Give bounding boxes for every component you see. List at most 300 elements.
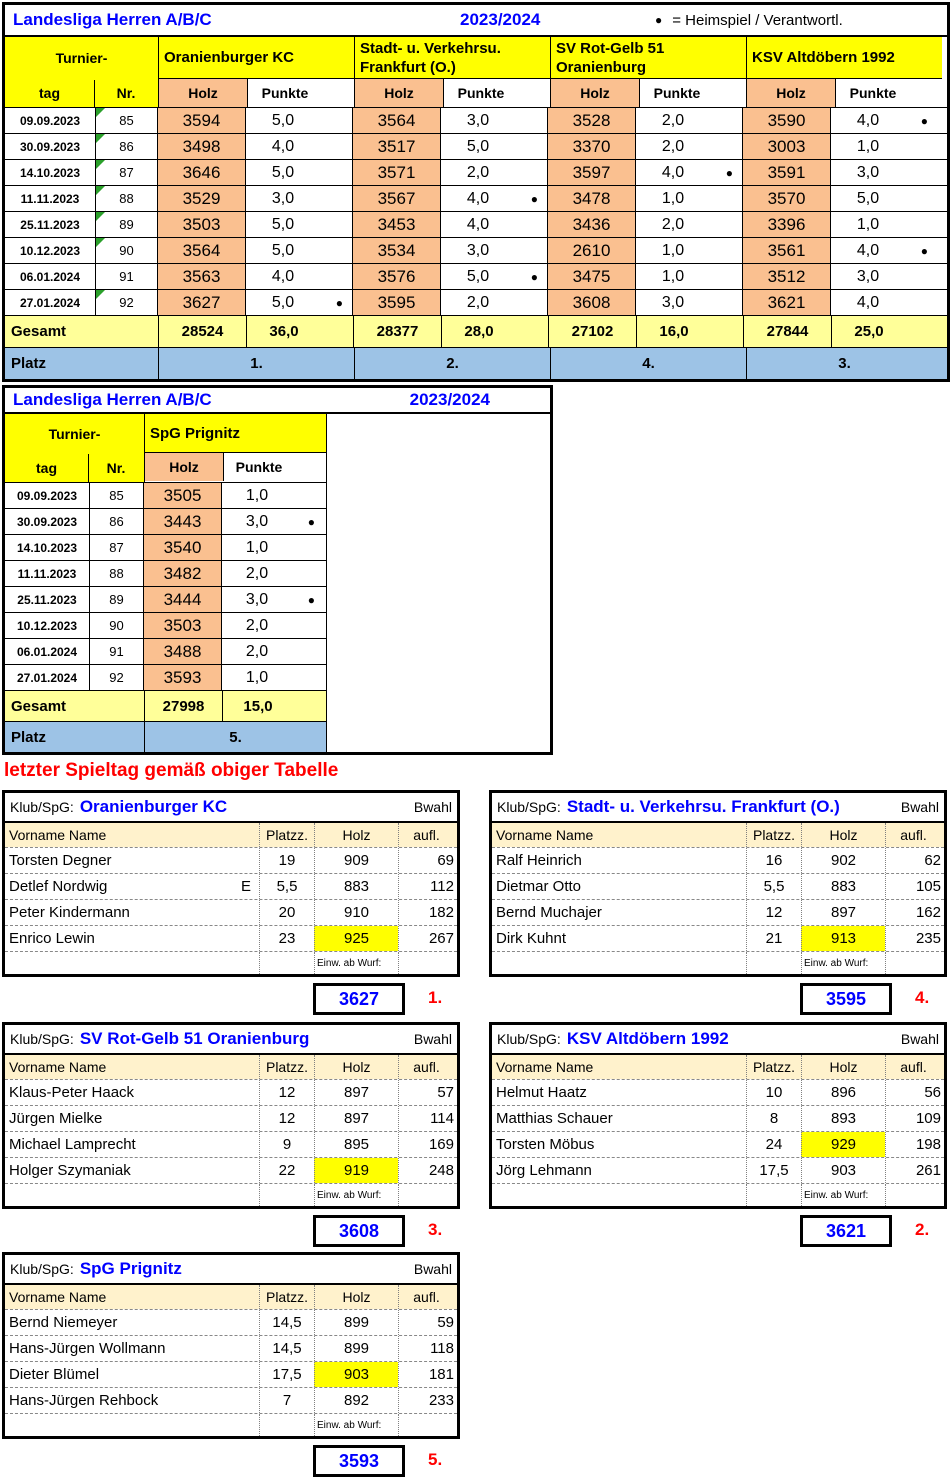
nr-cell: 91 xyxy=(95,264,157,289)
league-standings-table xyxy=(2,2,950,382)
punkte-value: 3,0 xyxy=(245,590,269,608)
holz-cell: 3561 xyxy=(742,238,830,263)
player-row xyxy=(492,1131,944,1157)
punkte-header: Punkte xyxy=(639,79,746,107)
nr-cell: 92 xyxy=(89,665,143,690)
punkte-value: 1,0 xyxy=(856,137,880,155)
player-aufl: 162 xyxy=(885,900,944,925)
date-cell: 10.12.2023 xyxy=(19,243,81,258)
punkte-cell xyxy=(830,134,937,159)
punkte-cell xyxy=(440,108,547,133)
club-footer-row xyxy=(492,951,944,974)
punkte-value: 5,0 xyxy=(466,137,490,155)
player-name: Bernd Muchajer xyxy=(496,904,602,921)
date-cell: 11.11.2023 xyxy=(17,566,77,581)
punkte-value: 2,0 xyxy=(661,111,685,129)
player-platzz: 10 xyxy=(746,1080,801,1105)
aufl-header: aufl. xyxy=(885,823,944,847)
holz-cell: 3396 xyxy=(742,212,830,237)
player-aufl: 169 xyxy=(398,1132,457,1157)
match-row xyxy=(5,211,947,237)
aufl-header: aufl. xyxy=(885,1055,944,1079)
match-row xyxy=(5,664,326,690)
player-platzz: 14,5 xyxy=(259,1310,314,1335)
punkte-cell xyxy=(440,160,547,185)
player-name: Holger Szymaniak xyxy=(9,1162,131,1179)
turnier-header-block xyxy=(5,414,144,482)
nr-cell: 90 xyxy=(89,613,143,638)
holz-cell: 3475 xyxy=(547,264,635,289)
gesamt-holz: 28377 xyxy=(353,316,441,347)
punkte-cell xyxy=(221,535,324,560)
punkte-cell xyxy=(830,290,937,315)
punkte-cell xyxy=(245,290,352,315)
punkte-cell xyxy=(221,613,324,638)
player-row xyxy=(5,899,457,925)
holz-cell: 3564 xyxy=(352,108,440,133)
team-subheader xyxy=(551,79,746,107)
season-label: 2023/2024 xyxy=(460,10,541,29)
table-title-row xyxy=(5,5,947,35)
tag-header: tag xyxy=(5,454,89,482)
punkte-cell xyxy=(830,160,937,185)
player-row xyxy=(492,1105,944,1131)
platzz-header: Platzz. xyxy=(259,1055,314,1079)
section-heading: letzter Spieltag gemäß obiger Tabelle xyxy=(4,760,339,781)
club-column-headers xyxy=(492,823,944,847)
player-aufl: 261 xyxy=(885,1158,944,1183)
home-dot-icon: ● xyxy=(920,113,928,128)
punkte-value: 2,0 xyxy=(466,163,490,181)
team-final-holz: 3593 xyxy=(313,1445,405,1477)
team-rank: 3. xyxy=(746,348,942,379)
player-platzz: 8 xyxy=(746,1106,801,1131)
date-cell: 10.12.2023 xyxy=(16,618,78,633)
turnier-label: Turnier- xyxy=(48,426,101,442)
punkte-header: Punkte xyxy=(223,453,326,481)
home-dot-icon: ● xyxy=(530,191,538,206)
platz-label: Platz xyxy=(11,728,47,746)
holz-cell: 3594 xyxy=(157,108,245,133)
player-name: Peter Kindermann xyxy=(9,904,130,921)
punkte-cell xyxy=(635,186,742,211)
punkte-value: 4,0 xyxy=(856,241,880,259)
player-aufl: 118 xyxy=(398,1336,457,1361)
player-platzz: 23 xyxy=(259,926,314,951)
date-cell: 09.09.2023 xyxy=(19,113,81,128)
player-platzz: 7 xyxy=(259,1388,314,1413)
holz-cell: 3540 xyxy=(143,535,221,560)
player-aufl: 57 xyxy=(398,1080,457,1105)
club-name: SV Rot-Gelb 51 Oranienburg xyxy=(79,1029,310,1048)
bwahl-label: Bwahl xyxy=(413,799,452,815)
nr-cell: 91 xyxy=(89,639,143,664)
punkte-value: 5,0 xyxy=(271,293,295,311)
player-aufl: 181 xyxy=(398,1362,457,1387)
player-holz: 897 xyxy=(314,1106,398,1131)
season-label: 2023/2024 xyxy=(409,390,490,409)
nr-cell: 85 xyxy=(89,483,143,508)
punkte-cell xyxy=(221,639,324,664)
holz-cell: 3534 xyxy=(352,238,440,263)
player-holz: 899 xyxy=(314,1336,398,1361)
punkte-cell xyxy=(440,290,547,315)
match-row xyxy=(5,638,326,664)
platzz-header: Platzz. xyxy=(259,1285,314,1309)
team-name: Oranienburger KC xyxy=(159,37,354,79)
nr-cell: 92 xyxy=(95,290,157,315)
club-table-spg-prignitz xyxy=(2,1252,460,1471)
empty-area xyxy=(326,414,550,752)
punkte-value: 4,0 xyxy=(856,293,880,311)
punkte-value: 4,0 xyxy=(661,163,685,181)
club-column-headers xyxy=(5,1285,457,1309)
punkte-header: Punkte xyxy=(835,79,942,107)
team-header-block xyxy=(144,414,326,482)
holz-cell: 3498 xyxy=(157,134,245,159)
gesamt-holz: 28524 xyxy=(158,316,246,347)
date-cell: 27.01.2024 xyxy=(19,295,81,310)
player-row xyxy=(5,873,457,899)
home-dot-icon: ● xyxy=(530,269,538,284)
holz-cell: 3597 xyxy=(547,160,635,185)
club-title-row xyxy=(5,793,457,823)
table2-header xyxy=(5,414,326,482)
holz-cell: 3453 xyxy=(352,212,440,237)
club-footer-row xyxy=(5,1183,457,1206)
punkte-value: 1,0 xyxy=(245,486,269,504)
nr-cell: 87 xyxy=(89,535,143,560)
player-name: Hans-Jürgen Rehbock xyxy=(9,1392,159,1409)
club-column-headers xyxy=(492,1055,944,1079)
player-platzz: 20 xyxy=(259,900,314,925)
punkte-value: 3,0 xyxy=(856,163,880,181)
punkte-value: 2,0 xyxy=(245,642,269,660)
bwahl-label: Bwahl xyxy=(900,799,939,815)
player-holz: 883 xyxy=(801,874,885,899)
club-label: Klub/SpG: xyxy=(10,799,74,815)
punkte-cell xyxy=(245,238,352,263)
holz-cell: 3621 xyxy=(742,290,830,315)
player-name: Dieter Blümel xyxy=(9,1366,100,1383)
punkte-header: Punkte xyxy=(247,79,354,107)
nr-cell: 88 xyxy=(95,186,157,211)
holz-cell: 3529 xyxy=(157,186,245,211)
aufl-header: aufl. xyxy=(398,823,457,847)
punkte-cell xyxy=(245,108,352,133)
name-header: Vorname Name xyxy=(9,827,107,843)
player-aufl: 109 xyxy=(885,1106,944,1131)
match-row xyxy=(5,133,947,159)
holz-header: Holz xyxy=(314,823,398,847)
player-platzz: 19 xyxy=(259,848,314,873)
player-name: Helmut Haatz xyxy=(496,1084,587,1101)
nr-header: Nr. xyxy=(116,85,136,102)
club-name: KSV Altdöbern 1992 xyxy=(566,1029,729,1048)
nr-header: Nr. xyxy=(106,460,126,476)
punkte-cell xyxy=(830,108,937,133)
platz-row xyxy=(5,721,326,752)
table-header xyxy=(5,35,947,107)
holz-header: Holz xyxy=(355,79,443,107)
match-row xyxy=(5,289,947,315)
player-aufl: 182 xyxy=(398,900,457,925)
player-name: Michael Lamprecht xyxy=(9,1136,136,1153)
punkte-value: 5,0 xyxy=(466,267,490,285)
punkte-value: 5,0 xyxy=(271,163,295,181)
legend xyxy=(655,12,843,29)
player-holz: 899 xyxy=(314,1310,398,1335)
team-rank: 5. xyxy=(144,722,326,752)
punkte-value: 3,0 xyxy=(245,512,269,530)
player-row xyxy=(5,847,457,873)
team-header-block xyxy=(550,37,746,107)
punkte-value: 5,0 xyxy=(271,241,295,259)
player-holz: 929 xyxy=(801,1132,885,1157)
club-label: Klub/SpG: xyxy=(10,1031,74,1047)
player-row xyxy=(5,1079,457,1105)
match-row xyxy=(5,159,947,185)
team-subheader xyxy=(145,453,326,481)
holz-header: Holz xyxy=(747,79,835,107)
punkte-cell xyxy=(635,134,742,159)
player-aufl: 69 xyxy=(398,848,457,873)
club-label: Klub/SpG: xyxy=(10,1261,74,1277)
punkte-cell xyxy=(635,264,742,289)
punkte-value: 4,0 xyxy=(466,215,490,233)
team-place-rank: 1. xyxy=(428,988,443,1007)
punkte-cell xyxy=(221,587,324,612)
prignitz-table xyxy=(2,385,553,755)
holz-cell: 3646 xyxy=(157,160,245,185)
punkte-value: 1,0 xyxy=(856,215,880,233)
punkte-value: 2,0 xyxy=(245,564,269,582)
holz-cell: 3503 xyxy=(143,613,221,638)
einw-label: Einw. ab Wurf: xyxy=(801,952,885,974)
player-holz: 897 xyxy=(801,900,885,925)
team-name: SV Rot-Gelb 51 Oranienburg xyxy=(551,37,746,79)
holz-cell: 3512 xyxy=(742,264,830,289)
home-dot-icon: ● xyxy=(725,165,733,180)
punkte-value: 3,0 xyxy=(271,189,295,207)
player-holz: 883 xyxy=(314,874,398,899)
punkte-value: 3,0 xyxy=(466,241,490,259)
match-row xyxy=(5,237,947,263)
date-cell: 30.09.2023 xyxy=(19,139,81,154)
club-footer-row xyxy=(492,1183,944,1206)
club-table-ksv-altdoebern xyxy=(489,1022,947,1241)
gesamt-label: Gesamt xyxy=(11,697,67,715)
team-final-holz: 3595 xyxy=(800,983,892,1015)
nr-cell: 87 xyxy=(95,160,157,185)
punkte-cell xyxy=(245,160,352,185)
home-dot-icon: ● xyxy=(920,243,928,258)
bwahl-label: Bwahl xyxy=(413,1031,452,1047)
match-row xyxy=(5,185,947,211)
club-table-rot-gelb xyxy=(2,1022,460,1241)
bwahl-label: Bwahl xyxy=(900,1031,939,1047)
punkte-value: 4,0 xyxy=(856,111,880,129)
player-row xyxy=(5,1309,457,1335)
punkte-cell xyxy=(245,186,352,211)
player-platzz: 5,5 xyxy=(746,874,801,899)
date-cell: 25.11.2023 xyxy=(17,592,77,607)
name-header: Vorname Name xyxy=(9,1289,107,1305)
date-cell: 06.01.2024 xyxy=(16,644,78,659)
holz-cell: 3564 xyxy=(157,238,245,263)
gesamt-punkte: 36,0 xyxy=(246,316,353,347)
player-name: Hans-Jürgen Wollmann xyxy=(9,1340,166,1357)
player-row xyxy=(492,847,944,873)
player-holz: 893 xyxy=(801,1106,885,1131)
player-name: Klaus-Peter Haack xyxy=(9,1084,135,1101)
punkte-cell xyxy=(245,212,352,237)
punkte-value: 1,0 xyxy=(661,267,685,285)
player-row xyxy=(5,925,457,951)
team-place-rank: 3. xyxy=(428,1220,443,1239)
player-holz: 919 xyxy=(314,1158,398,1183)
player-row xyxy=(492,925,944,951)
holz-header: Holz xyxy=(801,1055,885,1079)
punkte-cell xyxy=(635,160,742,185)
holz-header: Holz xyxy=(314,1055,398,1079)
holz-cell: 3571 xyxy=(352,160,440,185)
player-row xyxy=(492,1079,944,1105)
player-platzz: 12 xyxy=(746,900,801,925)
punkte-value: 5,0 xyxy=(271,111,295,129)
club-table-frankfurt xyxy=(489,790,947,1009)
gesamt-holz: 27844 xyxy=(743,316,831,347)
holz-cell: 3003 xyxy=(742,134,830,159)
team-rank: 1. xyxy=(158,348,354,379)
holz-cell: 3563 xyxy=(157,264,245,289)
punkte-value: 3,0 xyxy=(661,293,685,311)
player-holz: 903 xyxy=(801,1158,885,1183)
punkte-value: 4,0 xyxy=(271,137,295,155)
holz-header: Holz xyxy=(314,1285,398,1309)
aufl-header: aufl. xyxy=(398,1055,457,1079)
player-aufl: 114 xyxy=(398,1106,457,1131)
punkte-value: 1,0 xyxy=(661,241,685,259)
gesamt-row xyxy=(5,315,947,347)
aufl-header: aufl. xyxy=(398,1285,457,1309)
gesamt-label: Gesamt xyxy=(11,323,67,340)
einw-label: Einw. ab Wurf: xyxy=(314,952,398,974)
player-row xyxy=(5,1157,457,1183)
player-platzz: 17,5 xyxy=(746,1158,801,1183)
holz-cell: 3593 xyxy=(143,665,221,690)
team-place-rank: 4. xyxy=(915,988,930,1007)
player-platzz: 12 xyxy=(259,1080,314,1105)
club-column-headers xyxy=(5,823,457,847)
punkte-cell xyxy=(440,264,547,289)
gesamt-row xyxy=(5,690,326,721)
turnier-label: Turnier- xyxy=(55,50,108,67)
home-dot-icon: ● xyxy=(307,514,315,529)
holz-cell: 3444 xyxy=(143,587,221,612)
player-platzz: 21 xyxy=(746,926,801,951)
punkte-cell xyxy=(440,212,547,237)
player-name: Torsten Möbus xyxy=(496,1136,595,1153)
player-holz: 892 xyxy=(314,1388,398,1413)
team-final-holz: 3621 xyxy=(800,1215,892,1247)
punkte-cell xyxy=(221,509,324,534)
player-name: Bernd Niemeyer xyxy=(9,1314,118,1331)
team-name: SpG Prignitz xyxy=(145,414,326,453)
player-holz: 897 xyxy=(314,1080,398,1105)
date-cell: 06.01.2024 xyxy=(19,269,81,284)
player-name: Matthias Schauer xyxy=(496,1110,613,1127)
punkte-value: 5,0 xyxy=(271,215,295,233)
player-holz: 903 xyxy=(314,1362,398,1387)
club-name: Oranienburger KC xyxy=(79,797,228,816)
punkte-value: 4,0 xyxy=(271,267,295,285)
holz-cell: 3576 xyxy=(352,264,440,289)
club-title-row xyxy=(492,1025,944,1055)
player-row xyxy=(5,1387,457,1413)
home-dot-icon: ● xyxy=(307,592,315,607)
match-row xyxy=(5,586,326,612)
player-row xyxy=(492,1157,944,1183)
player-row xyxy=(492,899,944,925)
nr-cell: 86 xyxy=(89,509,143,534)
holz-cell: 3627 xyxy=(157,290,245,315)
player-holz: 909 xyxy=(314,848,398,873)
punkte-cell xyxy=(440,238,547,263)
date-cell: 30.09.2023 xyxy=(16,514,78,529)
holz-header: Holz xyxy=(551,79,639,107)
club-footer-row xyxy=(5,1413,457,1436)
player-aufl: 105 xyxy=(885,874,944,899)
punkte-cell xyxy=(221,561,324,586)
player-row xyxy=(5,1105,457,1131)
player-holz: 896 xyxy=(801,1080,885,1105)
tag-nr-header xyxy=(5,454,144,482)
punkte-cell xyxy=(245,134,352,159)
player-holz: 913 xyxy=(801,926,885,951)
club-title-row xyxy=(492,793,944,823)
gesamt-punkte: 25,0 xyxy=(831,316,938,347)
holz-cell: 3370 xyxy=(547,134,635,159)
club-label: Klub/SpG: xyxy=(497,1031,561,1047)
punkte-header: Punkte xyxy=(443,79,550,107)
punkte-cell xyxy=(245,264,352,289)
punkte-cell xyxy=(830,238,937,263)
gesamt-holz: 27102 xyxy=(548,316,636,347)
punkte-value: 1,0 xyxy=(245,538,269,556)
holz-cell: 3488 xyxy=(143,639,221,664)
einw-label: Einw. ab Wurf: xyxy=(314,1414,398,1436)
home-dot-icon: ● xyxy=(655,13,663,27)
punkte-value: 4,0 xyxy=(466,189,490,207)
match-row xyxy=(5,534,326,560)
team-rank: 4. xyxy=(550,348,746,379)
club-name: SpG Prignitz xyxy=(79,1259,182,1278)
club-title-row xyxy=(5,1025,457,1055)
punkte-cell xyxy=(830,264,937,289)
holz-cell: 3482 xyxy=(143,561,221,586)
date-cell: 27.01.2024 xyxy=(16,670,78,685)
punkte-value: 2,0 xyxy=(466,293,490,311)
team-final-holz: 3627 xyxy=(313,983,405,1015)
player-platzz: 5,5 xyxy=(259,874,314,899)
einw-label: Einw. ab Wurf: xyxy=(801,1184,885,1206)
home-dot-icon: ● xyxy=(335,295,343,310)
bwahl-label: Bwahl xyxy=(413,1261,452,1277)
punkte-value: 2,0 xyxy=(661,215,685,233)
date-cell: 14.10.2023 xyxy=(16,540,78,555)
name-header: Vorname Name xyxy=(9,1059,107,1075)
